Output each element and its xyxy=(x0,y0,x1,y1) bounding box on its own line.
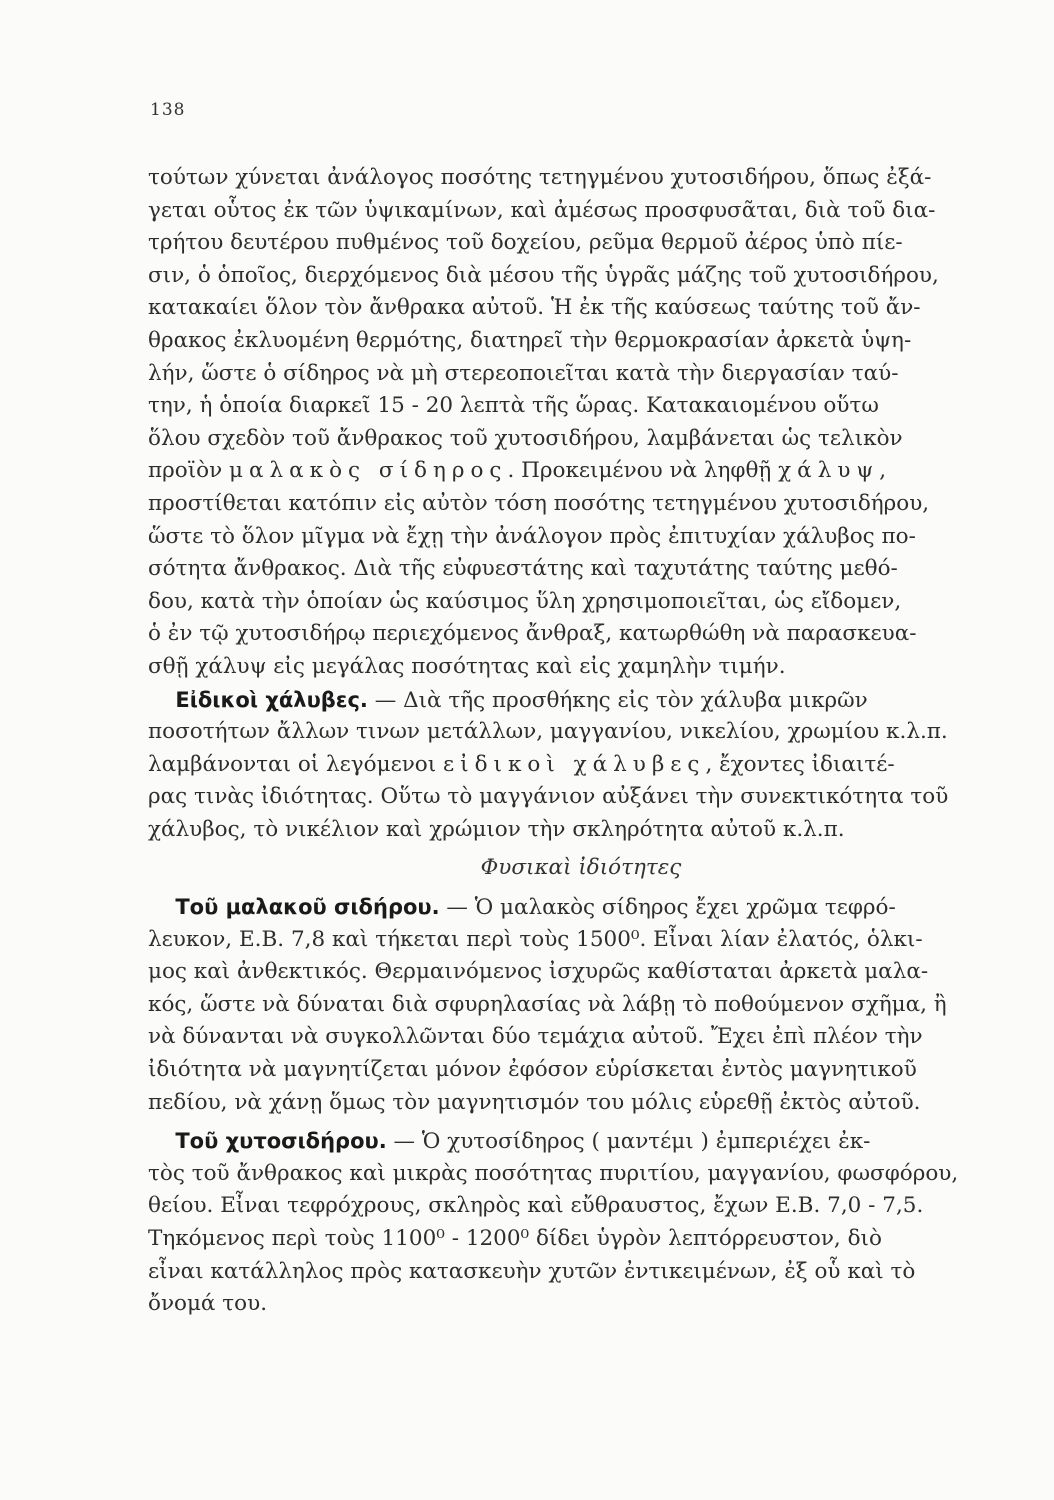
text-segment: , xyxy=(879,458,887,484)
text-line: ποσοτήτων ἄλλων τινων μετάλλων, μαγγανίου, νικελίου, χρωμίου κ.λ.π. xyxy=(148,719,948,745)
page-number: 138 xyxy=(150,100,186,120)
text-line: σιν, ὁ ὁποῖος, διερχόμενος διὰ μέσου τῆς ὑγρᾶς μάζης τοῦ χυτοσιδήρου, xyxy=(148,262,939,288)
section-heading: Εἰδικοὶ χάλυβες. xyxy=(175,687,368,712)
text-line: χάλυβος, τὸ νικέλιον καὶ χρώμιον τὴν σκληρότητα αὐτοῦ κ.λ.π. xyxy=(148,816,845,842)
text-line: σθῇ χάλυψ εἰς μεγάλας ποσότητας καὶ εἰς χαμηλὴν τιμήν. xyxy=(148,653,786,679)
text-segment: — Διὰ τῆς προσθήκης εἰς τὸν χάλυβα μικρῶν xyxy=(367,687,868,713)
text-line: ὁ ἐν τῷ χυτοσιδήρῳ περιεχόμενος ἄνθραξ, κατωρθώθη νὰ παρασκευα- xyxy=(148,621,917,647)
text-segment: λαμβάνονται οἱ λεγόμενοι xyxy=(148,751,443,777)
text-line: λήν, ὥστε ὁ σίδηρος νὰ μὴ στερεοποιεῖται κατὰ τὴν διεργασίαν ταύ- xyxy=(148,360,899,386)
text-line: Τηκόμενος περὶ τοὺς 1100⁰ - 1200⁰ δίδει ὑγρὸν λεπτόρρευστον, διὸ xyxy=(148,1226,882,1251)
text-segment: . Προκειμένου νὰ ληφθῇ xyxy=(507,458,779,484)
text-line: νὰ δύνανται νὰ συγκολλῶνται δύο τεμάχια αὐτοῦ. Ἔχει ἐπὶ πλέον τὴν xyxy=(148,1024,923,1050)
text-line: σότητα ἄνθρακος. Διὰ τῆς εὐφυεστάτης καὶ ταχυτάτης ταύτης μεθό- xyxy=(148,556,898,582)
text-line xyxy=(148,1125,1004,1158)
spaced-term: μαλακὸς σίδηρος xyxy=(229,458,508,484)
text-line: ρας τινὰς ἰδιότητας. Οὕτω τὸ μαγγάνιον αὐξάνει τὴν συνεκτικότητα τοῦ xyxy=(148,784,949,810)
body-text xyxy=(148,162,1004,1321)
text-line: ὄνομά του. xyxy=(148,1291,268,1317)
text-line xyxy=(148,891,1004,924)
text-line: λευκον, Ε.Β. 7,8 καὶ τήκεται περὶ τοὺς 1500⁰. Εἶναι λίαν ἐλατός, ὁλκι- xyxy=(148,926,923,952)
text-line: πεδίου, νὰ χάνῃ ὅμως τὸν μαγνητισμόν του μόλις εὑρεθῇ ἐκτὸς αὐτοῦ. xyxy=(148,1089,921,1115)
text-line: κατακαίει ὅλον τὸν ἄνθρακα αὐτοῦ. Ἡ ἐκ τῆς καύσεως ταύτης τοῦ ἄν- xyxy=(148,295,921,321)
text-line xyxy=(148,749,1004,782)
text-segment: προϊὸν xyxy=(148,458,229,484)
text-line: προστίθεται κατόπιν εἰς αὐτὸν τόση ποσότης τετηγμένου χυτοσιδήρου, xyxy=(148,490,930,516)
text-line: δου, κατὰ τὴν ὁποίαν ὡς καύσιμος ὕλη χρησιμοποιεῖται, ὡς εἴδομεν, xyxy=(148,588,902,614)
text-line: θείου. Εἶναι τεφρόχρους, σκληρὸς καὶ εὔθραυστος, ἔχων Ε.Β. 7,0 - 7,5. xyxy=(148,1193,924,1219)
text-line: την, ἡ ὁποία διαρκεῖ 15 - 20 λεπτὰ τῆς ὥρας. Κατακαιομένου οὕτω xyxy=(148,393,879,419)
text-line: εἶναι κατάλληλος πρὸς κατασκευὴν χυτῶν ἐντικειμένων, ἐξ οὗ καὶ τὸ xyxy=(148,1258,916,1284)
text-line xyxy=(148,455,1004,488)
section-heading: Τοῦ χυτοσιδήρου. xyxy=(175,1129,387,1154)
text-line: ὥστε τὸ ὅλον μῖγμα νὰ ἔχῃ τὴν ἀνάλογον πρὸς ἐπιτυχίαν χάλυβος πο- xyxy=(148,523,916,549)
text-line: ἰδιότητα νὰ μαγνητίζεται μόνον ἐφόσον εὑρίσκεται ἐντὸς μαγνητικοῦ xyxy=(148,1057,917,1083)
text-segment: — Ὁ μαλακὸς σίδηρος ἔχει χρῶμα τεφρό- xyxy=(439,895,896,921)
text-line: θρακος ἐκλυομένη θερμότης, διατηρεῖ τὴν θερμοκρασίαν ἀρκετὰ ὑψη- xyxy=(148,327,912,353)
text-segment: , ἔχοντες ἰδιαιτέ- xyxy=(705,751,895,777)
text-line: τὸς τοῦ ἄνθρακος καὶ μικρὰς ποσότητας πυριτίου, μαγγανίου, φωσφόρου, xyxy=(148,1160,959,1186)
text-line: τρήτου δευτέρου πυθμένος τοῦ δοχείου, ρεῦμα θερμοῦ ἀέρος ὑπὸ πίε- xyxy=(148,230,903,256)
spaced-term: εἰδικοὶ χάλυβες xyxy=(443,751,706,777)
text-segment: — Ὁ χυτοσίδηρος ( μαντέμι ) ἐμπεριέχει ἐκ- xyxy=(386,1129,871,1155)
spaced-term: χάλυψ xyxy=(778,458,880,484)
text-line: κός, ὥστε νὰ δύναται διὰ σφυρηλασίας νὰ λάβῃ τὸ ποθούμενον σχῆμα, ἢ xyxy=(148,991,947,1017)
text-line xyxy=(148,684,1004,717)
text-line: τούτων χύνεται ἀνάλογος ποσότης τετηγμένου χυτοσιδήρου, ὅπως ἐξά- xyxy=(148,165,932,190)
text-line: ὅλου σχεδὸν τοῦ ἄνθρακος τοῦ χυτοσιδήρου, λαμβάνεται ὡς τελικὸν xyxy=(148,425,903,451)
text-line: μος καὶ ἀνθεκτικός. Θερμαινόμενος ἰσχυρῶς καθίσταται ἀρκετὰ μαλα- xyxy=(148,959,929,985)
subsection-heading: Φυσικαὶ ἰδιότητες xyxy=(480,855,682,881)
text-line: γεται οὗτος ἐκ τῶν ὑψικαμίνων, καὶ ἀμέσως προσφυσᾶται, διὰ τοῦ δια- xyxy=(148,197,936,223)
section-heading: Τοῦ μαλακοῦ σιδήρου. xyxy=(175,895,440,920)
